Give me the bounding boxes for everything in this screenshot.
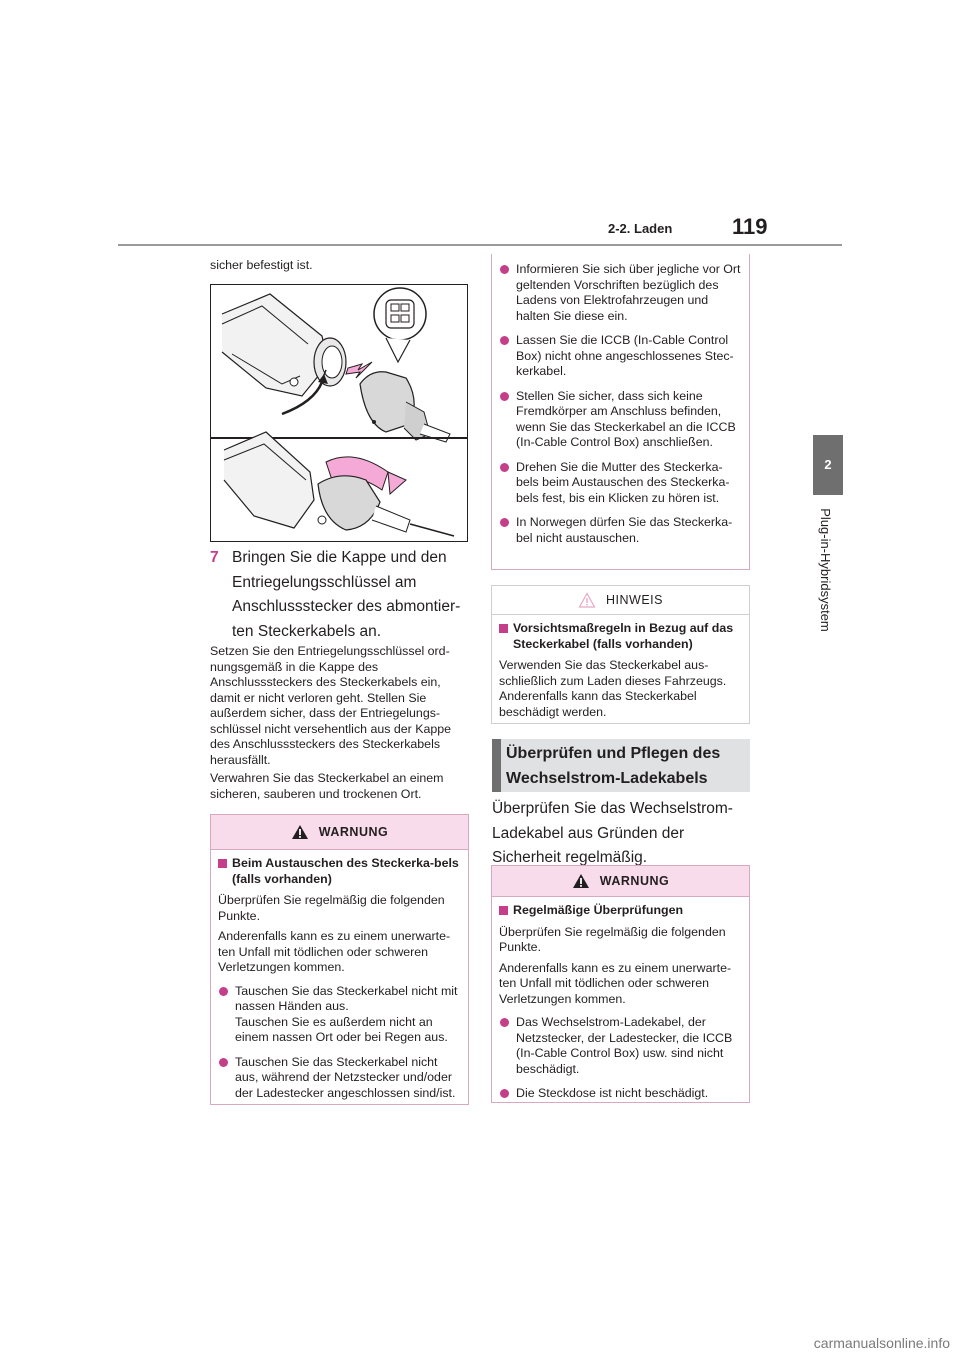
warning-text-2: Anderenfalls kann es zu einem unerwarte-ten Unfall mit tödlichen oder schweren Verletzungen kommen. — [218, 929, 451, 974]
square-bullet-icon — [499, 624, 508, 633]
note-header — [492, 586, 749, 615]
note-box — [491, 585, 750, 724]
bullet-dot-icon — [500, 392, 509, 401]
warning-icon — [572, 873, 590, 889]
warning-text-2: Anderenfalls kann es zu einem unerwarte-ten Unfall mit tödlichen oder schweren Verletzungen kommen. — [499, 960, 732, 1006]
section-heading: Überprüfen und Pflegen des Wechselstrom-Ladekabels — [492, 739, 750, 792]
step-7 — [210, 546, 470, 644]
note-subtitle: Vorsichtsmaßregeln in Bezug auf das Steckerkabel (falls vorhanden) — [499, 621, 743, 652]
bullet-dot-icon — [500, 1018, 509, 1027]
warning-bullet-1: Das Wechselstrom-Ladekabel, der Netzstecker, der Ladestecker, die ICCB (In-Cable Control Box) usw. sind nicht beschädigt. — [499, 1015, 743, 1077]
bullet-dot-icon — [500, 463, 509, 472]
cont-bullet-1: Informieren Sie sich über jegliche vor Ort geltenden Vorschriften bezüglich des Ladens von Elektrofahrzeugen und halten Sie diese ein. — [499, 262, 743, 324]
note-title: HINWEIS — [606, 593, 663, 607]
intro-text: sicher befestigt ist. — [210, 258, 313, 272]
warning-bullet-2: Die Steckdose ist nicht beschädigt. — [499, 1086, 743, 1102]
step-number: 7 — [210, 549, 219, 566]
header-divider — [118, 244, 842, 246]
cont-bullet-4: Drehen Sie die Mutter des Steckerka-bels beim Austauschen des Steckerka-bels fest, bis ein Klicken zu hören ist. — [499, 460, 743, 507]
bullet-dot-icon — [500, 518, 509, 527]
note-text: Verwenden Sie das Steckerkabel aus-schließlich zum Laden dieses Fahrzeugs. Anderenfalls kann das Steckerkabel beschädigt werden. — [499, 658, 727, 719]
warning-title: WARNUNG — [318, 825, 389, 839]
bullet-dot-icon — [500, 336, 509, 345]
bullet-dot-icon — [500, 265, 509, 274]
warning-box-exchange — [210, 814, 469, 1105]
bullet-dot-icon — [219, 987, 228, 996]
paragraph-storage: Verwahren Sie das Steckerkabel an einem sicheren, sauberen und trockenen Ort. — [210, 771, 444, 801]
square-bullet-icon — [218, 859, 227, 868]
bullet-dot-icon — [500, 1089, 509, 1098]
warning-text-1: Überprüfen Sie regelmäßig die folgenden Punkte. — [218, 893, 445, 923]
warning-subtitle: Beim Austauschen des Steckerka-bels (falls vorhanden) — [218, 856, 462, 887]
chapter-tab[interactable]: 2 — [813, 435, 843, 495]
cont-bullet-5: In Norwegen dürfen Sie das Steckerka-bel nicht austauschen. — [499, 515, 743, 546]
warning-subtitle: Regelmäßige Überprüfungen — [499, 903, 743, 919]
warning-box-continued — [491, 254, 750, 570]
cont-bullet-3: Stellen Sie sicher, dass sich keine Fremdkörper am Anschluss befinden, wenn Sie das Steckerkabel an die ICCB (In-Cable Control Box) anschließen. — [499, 389, 743, 451]
watermark: carmanualsonline.info — [813, 1335, 950, 1351]
paragraph-key: Setzen Sie den Entriegelungsschlüssel ord-nungsgemäß in die Kappe des Anschlusssteckers des Steckerkabels ein, damit er nicht verloren geht. Stellen Sie außerdem sicher, dass der Entriegelungs-schlüssel nicht versehentlich aus der Kappe des Anschlusssteckers des Steckerkabels herausfällt. — [210, 644, 452, 767]
warning-box-inspection — [491, 865, 750, 1103]
warning-bullet-2: Tauschen Sie das Steckerkabel nicht aus, während der Netzstecker und/oder der Ladestecker angeschlossen sind/ist. — [218, 1055, 462, 1102]
warning-header — [492, 866, 749, 897]
illustration-cable-connector — [210, 284, 468, 542]
warning-title: WARNUNG — [599, 874, 670, 888]
section-body: Überprüfen Sie das Wechselstrom-Ladekabel aus Gründen der Sicherheit regelmäßig. — [492, 800, 733, 866]
cont-bullet-2: Lassen Sie die ICCB (In-Cable Control Box) nicht ohne angeschlossenes Stec-kerkabel. — [499, 333, 743, 380]
page-number: 119 — [732, 214, 768, 239]
warning-bullet-1: Tauschen Sie das Steckerkabel nicht mit nassen Händen aus. Tauschen Sie es außerdem nicht an einem nassen Ort oder bei Regen aus. — [218, 984, 462, 1046]
caution-icon — [578, 592, 596, 608]
square-bullet-icon — [499, 906, 508, 915]
bullet-dot-icon — [219, 1058, 228, 1067]
warning-icon — [291, 824, 309, 840]
step-text: Bringen Sie die Kappe und den Entriegelungsschlüssel am Anschlussstecker des abmontier-ten Steckerkabels an. — [232, 549, 461, 640]
warning-header — [211, 815, 468, 850]
section-title: 2-2. Laden — [608, 221, 673, 236]
chapter-label: Plug-in-Hybridsystem — [818, 508, 833, 632]
warning-text-1: Überprüfen Sie regelmäßig die folgenden Punkte. — [499, 924, 726, 954]
